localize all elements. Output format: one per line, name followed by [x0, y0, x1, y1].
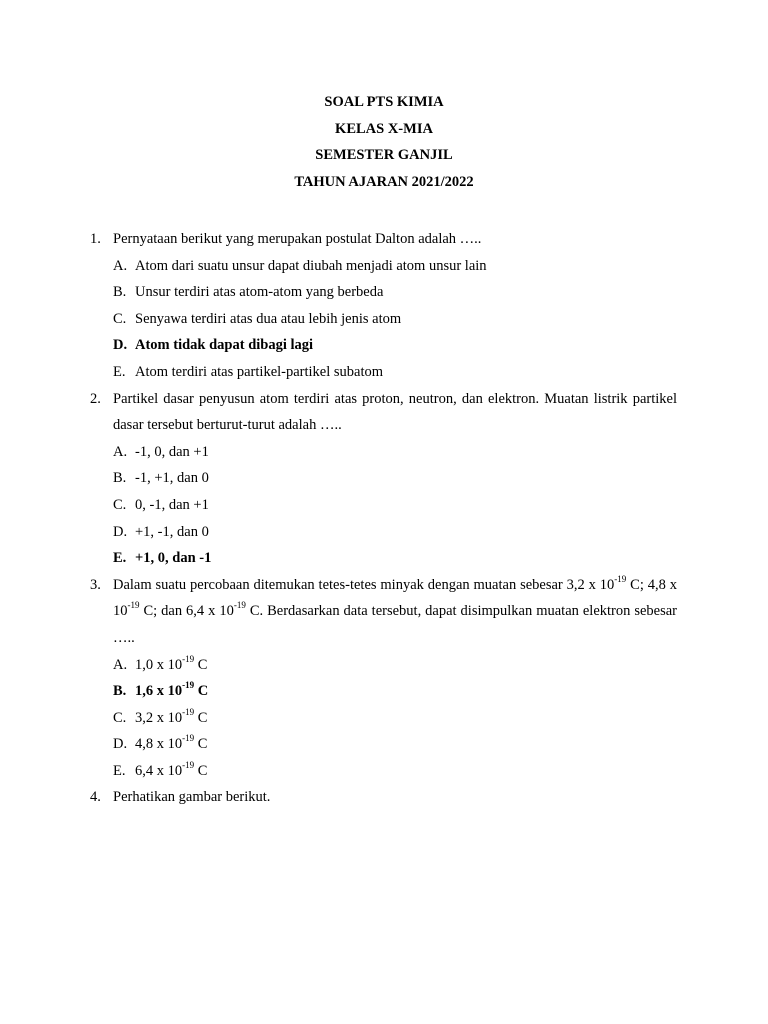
option-label: E.: [113, 762, 126, 779]
option-label: A.: [113, 257, 128, 274]
question-body: [113, 572, 677, 785]
option-unit: C: [194, 656, 208, 673]
exponent: -19: [233, 600, 246, 611]
option-label: D.: [113, 523, 128, 540]
option-mantissa: 6,4 x 10: [135, 762, 183, 779]
option-text: Atom terdiri atas partikel-partikel subatom: [135, 363, 384, 380]
option-unit: C: [194, 709, 208, 726]
exponent: -19: [182, 706, 195, 717]
option-text: [135, 758, 677, 785]
option-d: [113, 519, 677, 546]
question-text-part: C; dan 6,4 x 10: [139, 603, 234, 620]
question-body: [113, 226, 677, 386]
document-header: [0, 92, 768, 198]
option-text: Unsur terdiri atas atom-atom yang berbeda: [135, 284, 384, 301]
question-text-part: C. Berdasarkan data tersebut, dapat disimpulkan muatan elektron sebesar …..: [113, 603, 678, 646]
option-label: A.: [113, 656, 128, 673]
exponent: -19: [182, 653, 195, 664]
option-d: [113, 731, 677, 758]
header-academic-year: TAHUN AJARAN 2021/2022: [294, 173, 474, 190]
header-class: KELAS X-MIA: [335, 120, 433, 137]
option-label: B.: [113, 470, 127, 487]
option-mantissa: 1,6 x 10: [135, 683, 183, 700]
option-b-correct: [113, 678, 677, 705]
option-mantissa: 4,8 x 10: [135, 736, 183, 753]
option-label: E.: [113, 550, 127, 567]
option-c: [113, 492, 677, 519]
option-c: [113, 306, 677, 333]
option-e: [113, 758, 677, 785]
question-text: Perhatikan gambar berikut.: [113, 789, 271, 806]
option-text: [135, 731, 677, 758]
option-text: [135, 705, 677, 732]
option-mantissa: 1,0 x 10: [135, 656, 183, 673]
option-text: Senyawa terdiri atas dua atau lebih jenis atom: [135, 310, 402, 327]
option-a: [113, 652, 677, 679]
exponent: -19: [127, 600, 140, 611]
option-label: C.: [113, 496, 127, 513]
question-text: Partikel dasar penyusun atom terdiri atas proton, neutron, dan elektron. Muatan listrik partikel dasar tersebut berturut-turut adalah …..: [113, 390, 677, 434]
option-text: +1, 0, dan -1: [135, 550, 212, 567]
option-a: [113, 439, 677, 466]
option-label: E.: [113, 363, 126, 380]
question-text-part: C; 4,8 x 10: [113, 576, 677, 620]
option-label: C.: [113, 709, 127, 726]
option-e: [113, 359, 677, 386]
exponent: -19: [182, 733, 195, 744]
option-label: D.: [113, 337, 128, 354]
option-text: [135, 678, 677, 705]
option-b: [113, 465, 677, 492]
option-text: 0, -1, dan +1: [135, 496, 209, 513]
option-mantissa: 3,2 x 10: [135, 709, 183, 726]
option-unit: C: [194, 762, 208, 779]
option-unit: C: [194, 736, 208, 753]
option-text: [135, 652, 677, 679]
option-e-correct: [113, 545, 677, 572]
option-label: B.: [113, 683, 127, 700]
question-text: [113, 572, 677, 652]
option-label: B.: [113, 284, 127, 301]
question-number: 1.: [90, 231, 101, 247]
question-number: 2.: [90, 390, 101, 407]
question-1: [90, 226, 677, 386]
option-text: Atom tidak dapat dibagi lagi: [135, 337, 314, 354]
header-semester: SEMESTER GANJIL: [315, 147, 453, 164]
question-body: [113, 784, 677, 811]
question-number: 4.: [90, 789, 101, 806]
option-a: [113, 253, 677, 280]
option-unit: C: [194, 683, 209, 700]
question-3: [90, 572, 677, 785]
question-number: 3.: [90, 576, 101, 593]
exponent: -19: [614, 573, 627, 584]
option-d-correct: [113, 332, 677, 359]
header-title: SOAL PTS KIMIA: [324, 94, 444, 110]
option-label: C.: [113, 310, 127, 327]
option-text: Atom dari suatu unsur dapat diubah menjadi atom unsur lain: [135, 257, 487, 274]
question-body: [113, 386, 677, 572]
question-text: Pernyataan berikut yang merupakan postulat Dalton adalah …..: [113, 231, 482, 247]
question-list: [90, 226, 677, 811]
option-text: -1, 0, dan +1: [135, 443, 209, 460]
exponent: -19: [182, 760, 195, 771]
option-text: +1, -1, dan 0: [135, 523, 209, 540]
option-label: D.: [113, 736, 128, 753]
question-2: [90, 386, 677, 572]
question-text-part: Dalam suatu percobaan ditemukan tetes-tetes minyak dengan muatan sebesar 3,2 x 10: [113, 576, 615, 593]
option-label: A.: [113, 443, 128, 460]
option-text: -1, +1, dan 0: [135, 470, 209, 487]
exponent: -19: [182, 680, 195, 691]
question-4: [90, 784, 677, 811]
option-b: [113, 279, 677, 306]
option-c: [113, 705, 677, 732]
